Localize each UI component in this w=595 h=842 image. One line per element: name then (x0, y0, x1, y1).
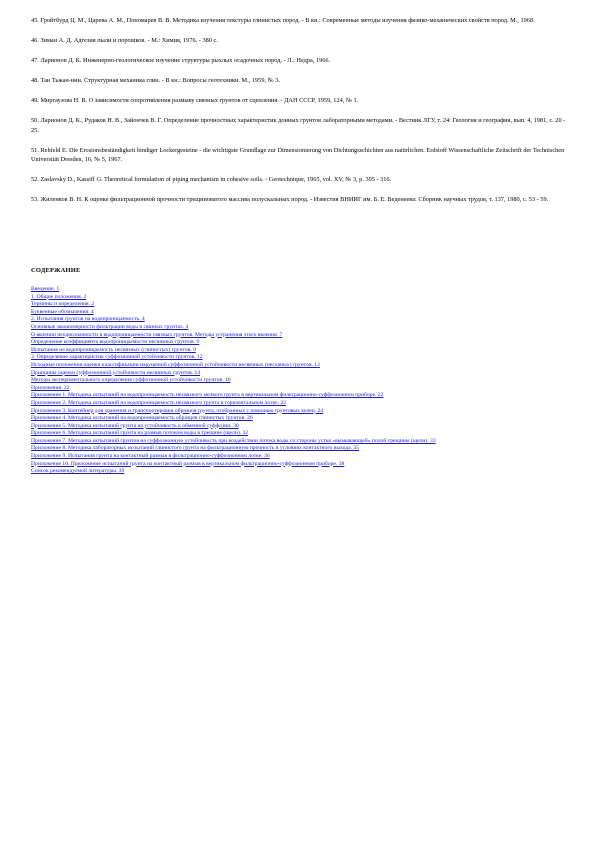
toc-link[interactable]: Методы экспериментального определения суффозионной устойчивости грунтов. 16 (31, 377, 231, 384)
toc-link[interactable]: Приложение 8. Методика лабораторных испытаний глинистого грунта на фильтрационную прочность в условиях контактного выхода. 35 (31, 445, 360, 452)
toc-link[interactable]: Приложение 2. Методика испытаний на водопроницаемость несвязного грунта в горизонтальном лотке. 23 (31, 399, 286, 406)
toc-link[interactable]: Термины и определения. 2 (31, 301, 95, 308)
references-list (31, 16, 571, 215)
toc-link[interactable]: Приложение 4. Методика испытаний на водопроницаемость образцов глинистых грунтов. 26 (31, 415, 253, 422)
toc-link[interactable]: Принципы оценки суффозионной устойчивости несвязных грунтов. 14 (31, 369, 201, 376)
reference-item: 46. Зиман А. Д. Адгезия пыли и порошков. - М.: Химия, 1976. - 380 с. (31, 36, 218, 44)
reference-item: 52. Zaslavsky D., Kassiff G. Theoretical formulation of piping mechanism in cohesive soils. - Geotechnique, 1965, vol. XV, № 3, p. 305 - 316. (31, 176, 392, 184)
toc-link[interactable]: Список рекомендуемой литературы. 39 (31, 468, 125, 475)
toc-link[interactable]: Определение коэффициента водопроницаемости несвязных грунтов. 9 (31, 339, 200, 346)
toc-link[interactable]: 2. Испытания грунтов на водопроницаемость. 4 (31, 316, 145, 323)
toc-link[interactable]: Приложение 6. Методика испытаний грунта на размыв потоком воды в трещине (щели). 32 (31, 430, 249, 437)
reference-item: 47. Ларионов Д. К. Инженерно-геологическое изучение структуры рыхлых осадочных пород. - Л.: Недра, 1966. (31, 56, 331, 64)
toc-link[interactable]: Приложение 10. Приложение испытаний грунта на контактный размыв в вертикальном фильтрационно-суффозионном приборе. 38 (31, 460, 345, 467)
toc-link[interactable]: Приложение 9. Испытания грунта на контактный размыв в фильтрационно-суффозионном лотке. 36 (31, 453, 270, 460)
toc-link[interactable]: 1. Общие положения. 2 (31, 293, 87, 300)
toc-link[interactable]: Приложения. 22 (31, 384, 70, 391)
reference-item: 53. Жиленков В. Н. К оценке фильтрационной прочности трещиноватого массива полускальных пород. - Известия ВНИИГ им. Б. Е. Веденеева: Сборник научных трудов, т. 137, 1980, с. 53 - 59. (31, 196, 549, 204)
toc-title: СОДЕРЖАНИЕ (31, 267, 81, 274)
toc-link[interactable]: О явлении неоднозначности в водопроницаемости связных грунтов. Методы устранения этого явления. 7 (31, 331, 283, 338)
toc-link[interactable]: Приложение 3. Контейнер для хранения и транспортировки образцов грунта, отобранных с помощью грунтовых колец. 24 (31, 407, 324, 414)
table-of-contents (31, 286, 566, 476)
toc-link[interactable]: Испытания на водопроницаемость несвязных (глинистых) грунтов. 9 (31, 346, 196, 353)
reference-item: 50. Ларионов Д. К., Рудаков Н. В., Зайончев В. Г. Определение прочностных характеристик донных грунтов лабораторными методами. - Вестник ЛГУ, т. 24: Геология и география, вып. 4, 1981, с. 20 - 25. (31, 116, 566, 134)
toc-link[interactable]: Буквенные обозначения. 4 (31, 308, 94, 315)
reference-item: 48. Тан Тьжан-нин. Структурная механика глин. - В кн.: Вопросы геотехники. М., 1959, № 3. (31, 76, 280, 84)
toc-link[interactable]: 3. Определение характеристик суффозионной устойчивости грунтов. 12 (31, 354, 203, 361)
toc-link[interactable]: Приложение 1. Методика испытаний на водопроницаемость несвязного мелкого грунта в вертикальном фильтрационно-суффозионном приборе. 22 (31, 392, 384, 399)
toc-link[interactable]: Исходные положения оценки классификации нарушений суффозионной устойчивости несвязных (песчаных) грунтов. 12 (31, 361, 320, 368)
reference-item: 45. Гройтбурд Ц. М., Царева А. М., Пономарев В. В. Методика изучения текстуры глинистых пород. - В кн.: Современные методы изучения физико-механических свойств пород. М., 1968. (31, 17, 535, 24)
reference-item: 51. Rehfeld E. Die Erosionsbeständigkeit bindiger Lockergesteine - die wichtigste Grundlage zur Dimensionierung von Dichtungsschichten aus natürlichen. Erdstoff Wissenschaftliche Zeitschrift der Technischen Universität Dresden, 16, № 5, 1967. (31, 146, 565, 164)
toc-link[interactable]: Приложение 5. Методика испытаний грунта на устойчивость к обменной суффозии. 30 (31, 422, 239, 429)
toc-link[interactable]: Введение. 1 (31, 286, 60, 292)
reference-item: 49. Миргаузова Н. В. О зависимости сопротивления размыву связных грунтов от сцепления. - ДАН СССР, 1959, 124, № 1. (31, 96, 359, 104)
toc-link[interactable]: Приложение 7. Методика испытаний грунтов на суффозионную устойчивость при воздействии потока воды со стороны устья «вымывающей» полой трещины (щели). 33 (31, 437, 436, 444)
toc-link[interactable]: Основные закономерности фильтрации воды в связных грунтах. 4 (31, 323, 189, 330)
